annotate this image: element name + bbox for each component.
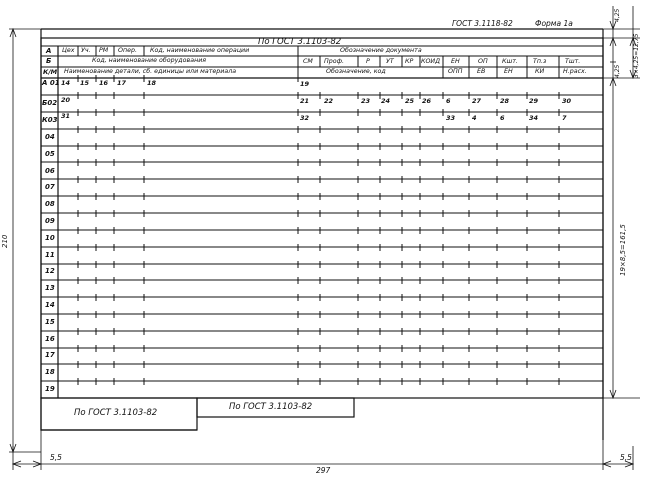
field-num: 6: [500, 114, 505, 122]
stamp-right-text: По ГОСТ 3.1103-82: [229, 402, 313, 412]
dim-top-gap: 4,25: [614, 8, 621, 22]
field-num: 23: [361, 97, 371, 105]
field-num: 17: [117, 79, 127, 87]
col-workshop: Цех: [62, 47, 75, 54]
row-number: 13: [45, 284, 55, 292]
dim-right-margin: 5,5: [620, 453, 632, 462]
col-operation-name: Код, наименование операции: [150, 47, 250, 54]
col-kr: КР: [405, 58, 414, 65]
standard-label: ГОСТ 3.1118-82: [452, 19, 513, 28]
row-b-letter: Б: [46, 57, 52, 65]
dim-header-block: 3×4,25=12,75: [633, 33, 640, 78]
field-num: 14: [61, 79, 71, 87]
col-equipment: Код, наименование оборудования: [92, 57, 207, 64]
top-title: По ГОСТ 3.1103-82: [258, 37, 342, 47]
row-number: 15: [45, 318, 55, 326]
field-num: 7: [562, 114, 567, 122]
col-ev: ЕВ: [477, 68, 486, 75]
row-number: 16: [45, 335, 55, 343]
col-kpc: Кшт.: [502, 58, 518, 65]
row-number: 14: [45, 301, 55, 309]
dim-side-gap: 4,25: [614, 64, 621, 78]
field-num: 16: [99, 79, 109, 87]
row-label-a01: А 01: [42, 79, 60, 87]
col-area: Уч.: [81, 47, 91, 54]
row-km-letter: К/М: [43, 68, 58, 76]
stamp-left-text: По ГОСТ 3.1103-82: [74, 408, 158, 418]
row-number: 12: [45, 267, 55, 275]
col-en: ЕН: [451, 58, 460, 65]
col-ki: КИ: [535, 68, 545, 75]
col-en-2: ЕН: [504, 68, 513, 75]
row-lines: [41, 95, 603, 381]
col-opp: ОПП: [448, 68, 463, 75]
field-num: 19: [300, 80, 310, 88]
field-num: 29: [529, 97, 539, 105]
field-num: 25: [405, 97, 415, 105]
field-num: 34: [529, 114, 539, 122]
row-number: 05: [45, 150, 55, 158]
field-num: 20: [61, 96, 71, 104]
dim-width: 297: [316, 466, 331, 475]
col-designation-code: Обозначение, код: [326, 68, 386, 75]
field-num: 18: [147, 79, 157, 87]
field-num: 22: [324, 97, 334, 105]
row-a-letter: А: [46, 47, 52, 55]
form-frame: [41, 38, 603, 398]
field-num: 6: [446, 97, 451, 105]
field-num: 26: [422, 97, 432, 105]
col-workplace: РМ: [99, 47, 109, 54]
field-num: 30: [562, 97, 572, 105]
col-r: Р: [366, 58, 370, 65]
dim-left-margin: 5,5: [50, 453, 62, 462]
field-num: 15: [80, 79, 90, 87]
row-number: 08: [45, 200, 55, 208]
col-sm: СМ: [303, 58, 313, 65]
field-num: 21: [300, 97, 310, 105]
col-operation: Опер.: [118, 47, 137, 54]
row-number: 04: [45, 133, 55, 141]
col-tpz: Тп.з: [533, 58, 547, 65]
field-num: 31: [61, 112, 71, 120]
col-tpc: Тшт.: [565, 58, 581, 65]
row-number: 17: [45, 351, 55, 359]
field-num: 32: [300, 114, 310, 122]
row-number: 06: [45, 167, 55, 175]
col-koid: КОИД: [421, 58, 441, 65]
col-op: ОП: [478, 58, 488, 65]
col-nrash: Н.расх.: [563, 68, 587, 75]
row-label-k03: К03: [42, 116, 58, 124]
field-num: 33: [446, 114, 456, 122]
field-num: 4: [472, 114, 477, 122]
row-number: 10: [45, 234, 55, 242]
row-label-b02: Б02: [42, 99, 58, 107]
field-num: 28: [500, 97, 510, 105]
field-num: 27: [472, 97, 482, 105]
row-number: 07: [45, 183, 55, 191]
dim-row-block: 19×8,5=161,5: [619, 224, 627, 276]
row-number: 19: [45, 385, 55, 393]
row-number: 11: [45, 251, 55, 259]
form-label: Форма 1а: [535, 19, 573, 28]
row-number: 18: [45, 368, 55, 376]
row-number: 09: [45, 217, 55, 225]
col-prof: Проф.: [324, 58, 344, 65]
field-num: 24: [381, 97, 391, 105]
col-part-name: Наименование детали, сб. единицы или материала: [64, 68, 237, 75]
dimension-lines: [9, 6, 640, 470]
col-ut: УТ: [386, 58, 394, 65]
dim-height: 210: [1, 234, 9, 248]
col-doc-designation: Обозначение документа: [340, 47, 422, 54]
